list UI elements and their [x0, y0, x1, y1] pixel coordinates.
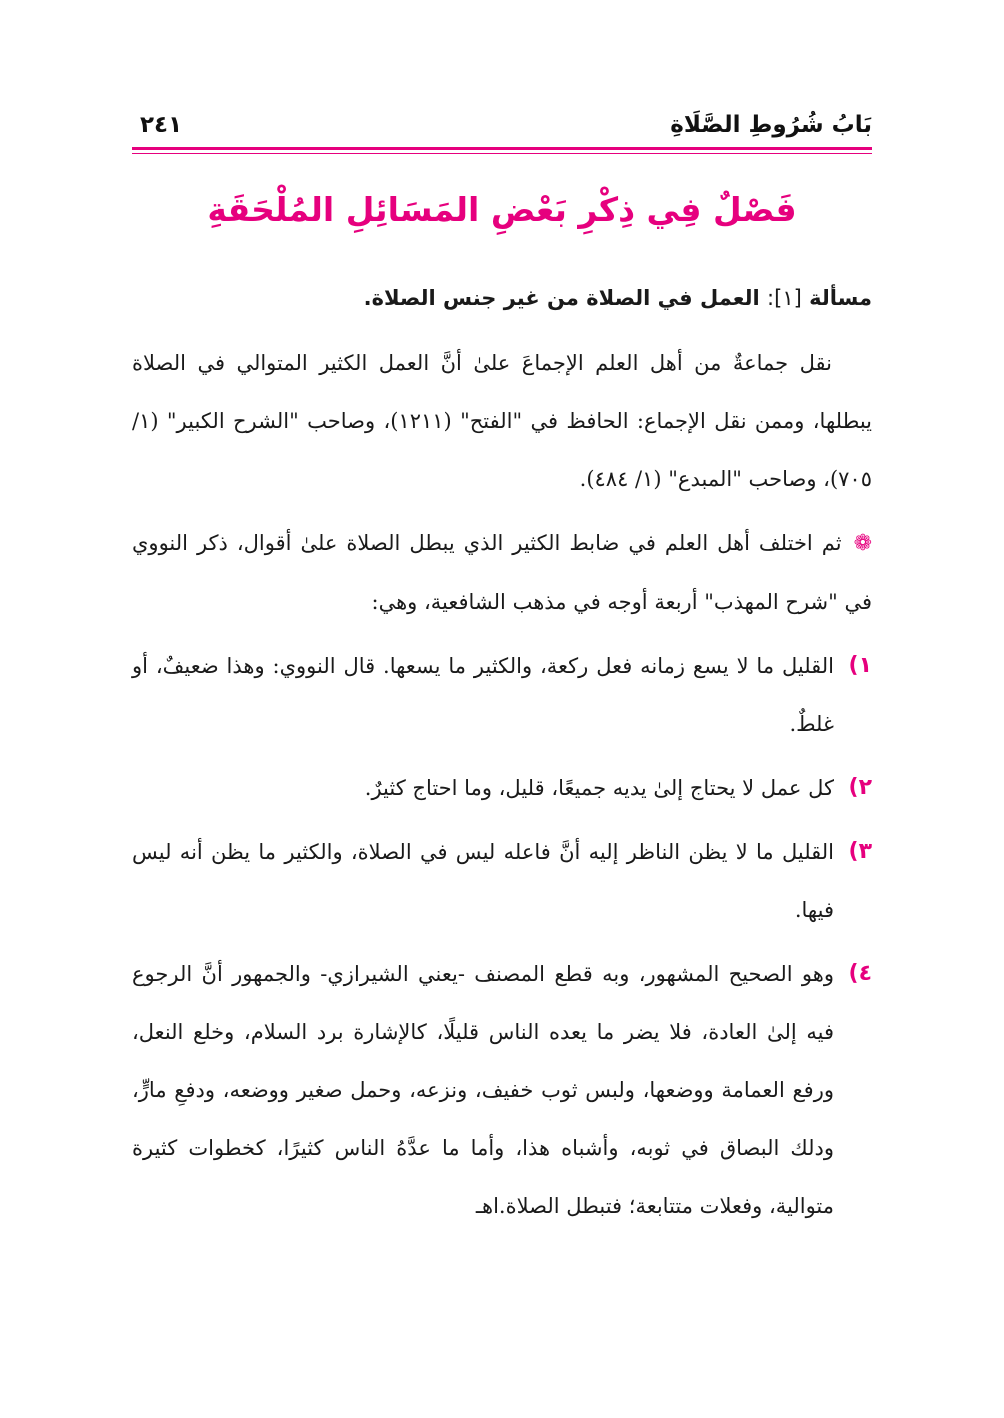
flower-ornament-icon: ❁	[853, 531, 872, 556]
list-item-text: وهو الصحيح المشهور، وبه قطع المصنف -يعني الشيرازي- والجمهور أنَّ الرجوع فيه إلىٰ العادة، فلا يضر ما يعده الناس قليلًا، كالإشارة برد السلام، وخلع النعل، ورفع العمامة ووضعها، ولبس ثوب خفيف، ونزعه، وحمل صغير ووضعه، ودفعِ مارٍّ، ودلك البصاق في ثوبه، وأشباه هذا، وأما ما عدَّهُ الناس كثيرًا، كخطوات كثيرة متوالية، وفعلات متتابعة؛ فتبطل الصلاة.اهـ	[132, 962, 834, 1218]
paragraph-disagreement-text: ثم اختلف أهل العلم في ضابط الكثير الذي يبطل الصلاة علىٰ أقوال، ذكر النووي في "شرح المهذب" أربعة أوجه في مذهب الشافعية، وهي:	[132, 531, 872, 614]
section-title: فَصْلٌ فِي ذِكْرِ بَعْضِ المَسَائِلِ المُلْحَقَةِ	[207, 190, 797, 229]
page-number: ٢٤١	[140, 112, 183, 138]
list-item	[132, 945, 872, 1235]
list-item-number: ٤)	[848, 961, 872, 986]
list-item-number: ١)	[848, 653, 872, 678]
header-rule-thin	[132, 153, 872, 154]
chapter-title: بَابُ شُرُوطِ الصَّلَاةِ	[670, 112, 872, 138]
page-header	[132, 110, 872, 150]
list-item	[132, 637, 872, 753]
list-item	[132, 759, 872, 817]
list-item-text: القليل ما لا يظن الناظر إليه أنَّ فاعله ليس في الصلاة، والكثير ما يظن أنه ليس فيها.	[132, 840, 834, 922]
list-item-text: القليل ما لا يسع زمانه فعل ركعة، والكثير ما يسعها. قال النووي: وهذا ضعيفٌ، أو غلطٌ.	[132, 654, 834, 736]
page-content	[132, 278, 872, 1241]
header-rule-thick	[132, 147, 872, 150]
list-item-text: كل عمل لا يحتاج إلىٰ يديه جميعًا، قليل، وما احتاج كثيرٌ.	[364, 776, 834, 800]
issue-heading	[132, 278, 872, 318]
list-item-number: ٣)	[848, 839, 872, 864]
list-item-number: ٢)	[848, 775, 872, 800]
list-item	[132, 823, 872, 939]
issue-number: [١]:	[767, 286, 802, 310]
issue-label: مسألة	[809, 286, 872, 310]
paragraph-disagreement	[132, 514, 872, 631]
issue-text: العمل في الصلاة من غير جنس الصلاة.	[363, 286, 760, 310]
paragraph-consensus: نقل جماعةٌ من أهل العلم الإجماعَ علىٰ أنَّ العمل الكثير المتوالي في الصلاة يبطلها، وممن نقل الإجماع: الحافظ في "الفتح" (١٢١١)، وصاحب "الشرح الكبير" (١/ ٧٠٥)، وصاحب "المبدع" (١/ ٤٨٤).	[132, 351, 872, 491]
